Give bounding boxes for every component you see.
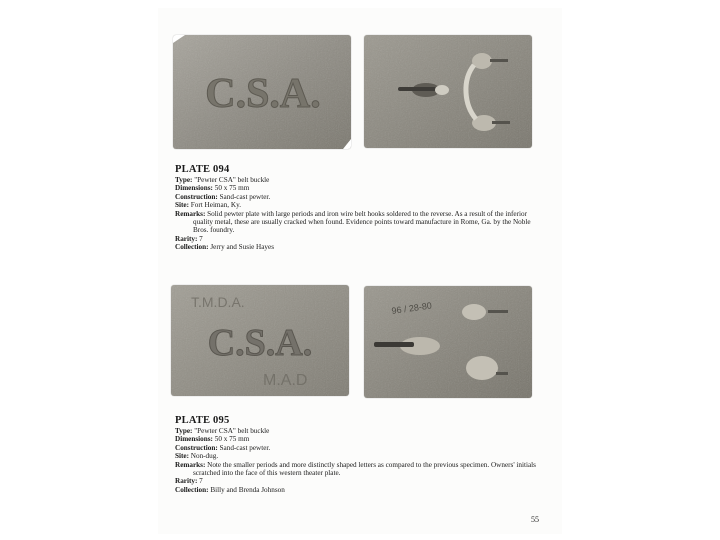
rarity-label: Rarity: xyxy=(175,234,198,243)
collection-value: Billy and Brenda Johnson xyxy=(210,485,285,494)
rarity-value: 7 xyxy=(199,234,203,243)
construction-value: Sand-cast pewter. xyxy=(219,192,271,201)
remarks-value: Solid pewter plate with large periods and iron wire belt hooks soldered to the reverse. As a result of the inferior quality metal, these are usually cracked when found. Evidence points toward manufacture in Rome, Ga. by the Noble Bros. foundry. xyxy=(193,209,531,235)
plate-095-front-letters: C.S.A. xyxy=(207,322,313,364)
page-number: 55 xyxy=(531,515,539,524)
type-label: Type: xyxy=(175,427,193,435)
construction-label: Construction: xyxy=(175,192,218,201)
plate-095-title: PLATE 095 xyxy=(175,415,230,426)
collection-label: Collection: xyxy=(175,243,209,252)
site-label: Site: xyxy=(175,452,189,461)
dimensions-label: Dimensions: xyxy=(175,184,213,193)
plate-094-caption xyxy=(175,164,547,252)
plate-095-scratch-bottom: M.A.D xyxy=(263,372,308,389)
remarks-value: Note the smaller periods and more distinctly shaped letters as compared to the previous specimen. Owners' initials scratched into the face of this western theater plate. xyxy=(193,460,536,478)
plate-095-front-photo xyxy=(171,285,349,396)
site-label: Site: xyxy=(175,201,189,210)
type-value: "Pewter CSA" belt buckle xyxy=(194,176,270,184)
site-value: Fort Heiman, Ky. xyxy=(190,201,242,210)
plate-095-scratch-top: T.M.D.A. xyxy=(191,294,245,310)
construction-label: Construction: xyxy=(175,443,218,452)
plate-095-back-photo xyxy=(364,286,532,398)
remarks-label: Remarks: xyxy=(175,460,206,469)
plate-094-back-photo xyxy=(364,35,532,148)
plate-094-front-photo xyxy=(173,35,351,149)
plate-094-front-letters: C.S.A. xyxy=(205,71,321,117)
rarity-value: 7 xyxy=(199,477,203,486)
collection-value: Jerry and Susie Hayes xyxy=(210,243,275,252)
type-label: Type: xyxy=(175,176,193,184)
dimensions-value: 50 x 75 mm xyxy=(214,435,250,444)
plate-095-caption xyxy=(175,415,547,494)
collection-label: Collection: xyxy=(175,485,209,494)
dimensions-label: Dimensions: xyxy=(175,435,213,444)
construction-value: Sand-cast pewter. xyxy=(219,443,271,452)
type-value: "Pewter CSA" belt buckle xyxy=(194,427,270,435)
remarks-label: Remarks: xyxy=(175,209,206,218)
rarity-label: Rarity: xyxy=(175,477,198,486)
plate-094-title: PLATE 094 xyxy=(175,164,230,175)
dimensions-value: 50 x 75 mm xyxy=(214,184,250,193)
plate-095-back-scratch: 96 / 28-80 xyxy=(390,300,433,316)
site-value: Non-dug. xyxy=(190,452,219,461)
